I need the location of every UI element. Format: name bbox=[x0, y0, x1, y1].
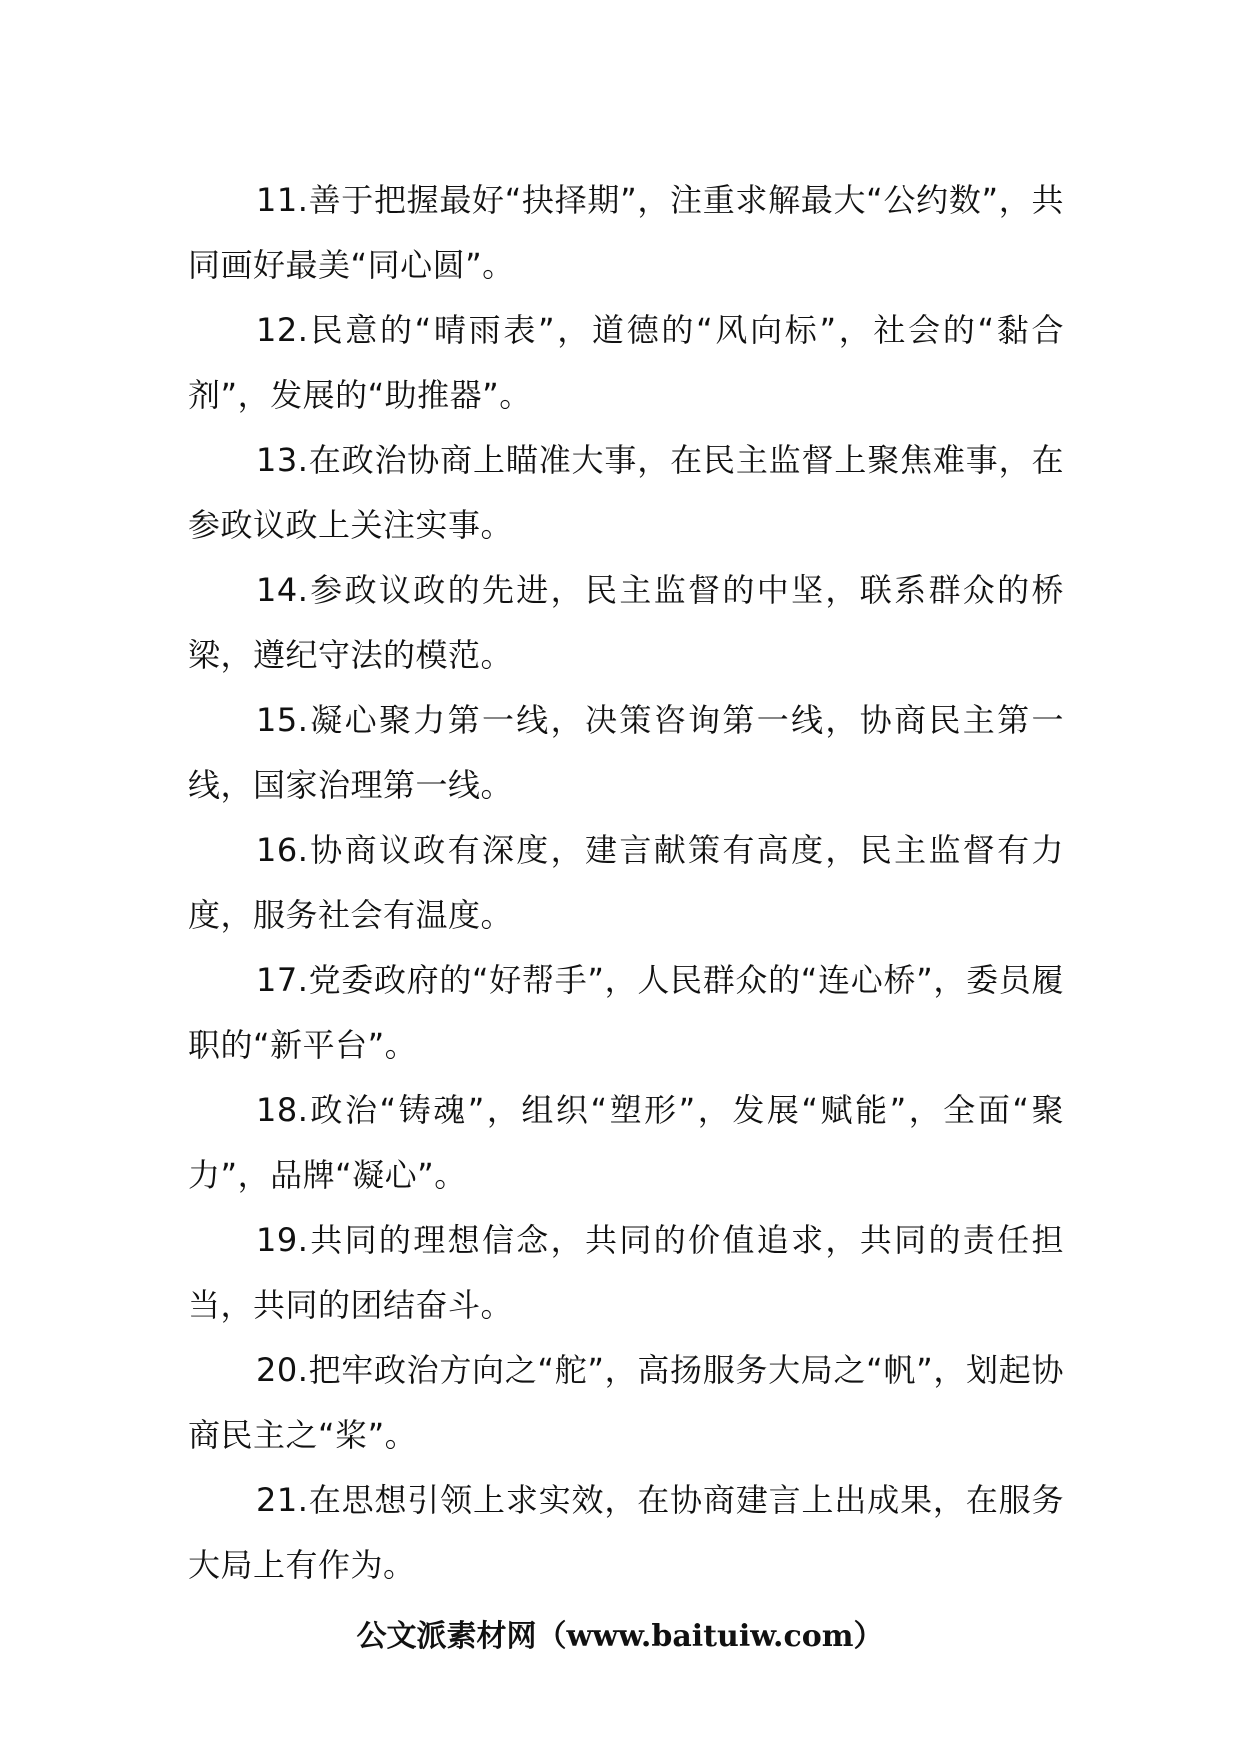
paragraph-16: 16.协商议政有深度，建言献策有高度，民主监督有力度，服务社会有温度。 bbox=[188, 831, 1064, 934]
page-footer: 公文派素材网（www.baituiw.com） bbox=[356, 1619, 884, 1654]
paragraph-14: 14.参政议政的先进，民主监督的中坚，联系群众的桥梁，遵纪守法的模范。 bbox=[188, 571, 1064, 674]
paragraph-20: 20.把牢政治方向之“舵”，高扬服务大局之“帆”，划起协商民主之“桨”。 bbox=[188, 1351, 1064, 1454]
paragraph-17: 17.党委政府的“好帮手”，人民群众的“连心桥”，委员履职的“新平台”。 bbox=[188, 961, 1064, 1064]
document-body bbox=[188, 168, 1064, 1598]
paragraph-11: 11.善于把握最好“抉择期”，注重求解最大“公约数”，共同画好最美“同心圆”。 bbox=[188, 181, 1064, 284]
paragraph-13: 13.在政治协商上瞄准大事，在民主监督上聚焦难事，在参政议政上关注实事。 bbox=[188, 441, 1064, 544]
paragraph-15: 15.凝心聚力第一线，决策咨询第一线，协商民主第一线，国家治理第一线。 bbox=[188, 701, 1064, 804]
paragraph-21: 21.在思想引领上求实效，在协商建言上出成果，在服务大局上有作为。 bbox=[188, 1481, 1064, 1584]
paragraph-19: 19.共同的理想信念，共同的价值追求，共同的责任担当，共同的团结奋斗。 bbox=[188, 1221, 1064, 1324]
paragraph-18: 18.政治“铸魂”，组织“塑形”，发展“赋能”，全面“聚力”，品牌“凝心”。 bbox=[188, 1091, 1064, 1194]
paragraph-12: 12.民意的“晴雨表”，道德的“风向标”，社会的“黏合剂”，发展的“助推器”。 bbox=[188, 311, 1064, 414]
